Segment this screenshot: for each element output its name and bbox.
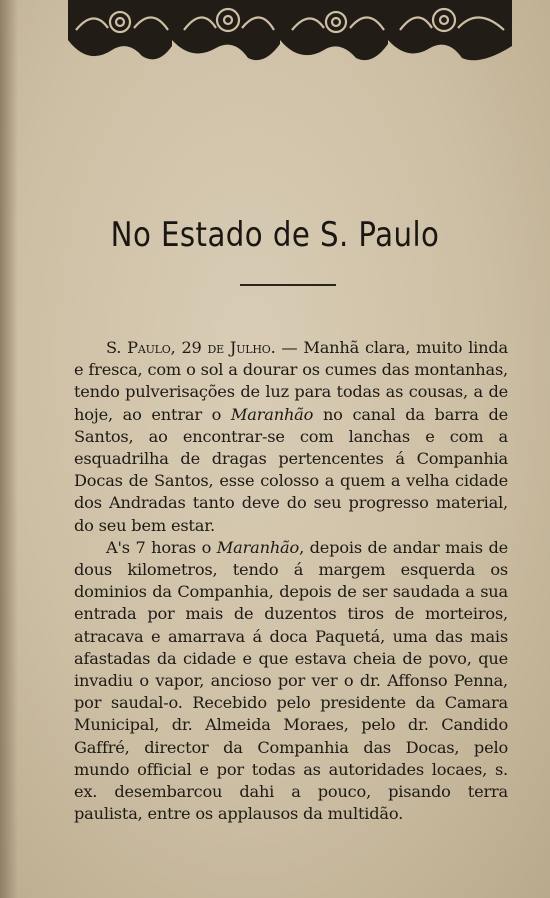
paragraph-2 <box>74 537 508 826</box>
ship-name: Maranhão <box>230 404 314 424</box>
paragraph-2-text-a: A's 7 horas o <box>106 537 217 557</box>
dateline-city: S. Paulo <box>106 338 171 357</box>
paragraph-1-text-a: Manhã clara, muito linda e fresca, com o sol a dourar os cumes das montanhas, tendo pulverisações de luz para todas as cousas, a de hoje, ao entrar o <box>74 338 508 424</box>
ship-name: Maranhão <box>216 537 300 557</box>
paragraph-1 <box>74 337 508 537</box>
article-body <box>74 337 508 825</box>
page-edge-shadow <box>0 0 18 898</box>
paragraph-1-text-b: no canal da barra de Santos, ao encontrar-se com lanchas e com a esquadrilha de dragas pertencentes á Companhia Docas de Santos, esse colosso a quem a velha cidade dos Andradas tanto deve do seu progresso material, do seu bem estar. <box>74 404 508 535</box>
article-title: No Estado de S. Paulo <box>110 214 440 255</box>
title-divider <box>240 284 336 286</box>
dateline-day: , 29 <box>170 338 208 357</box>
paragraph-2-text-b: , depois de andar mais de dous kilometros, tendo á margem esquerda os dominios da Companhia, depois de ser saudada a sua entrada por mais de duzentos tiros de morteiros, atracava e amarrava á doca Paquetá, uma das mais afastadas da cidade e que estava cheia de povo, que invadiu o vapor, ancioso por ver o dr. Affonso Penna, por saudal-o. Recebido pelo presidente da Camara Municipal, dr. Almeida Moraes, pelo dr. Candido Gaffré, director da Companhia das Docas, pelo mundo official e por todas as autoridades locaes, s. ex. desembarcou dahi a pouco, pisando terra paulista, entre os applausos da multidão. <box>74 537 508 824</box>
dateline-month: Julho. — <box>224 338 304 357</box>
decorative-header-ornament <box>68 0 512 66</box>
dateline-de: de <box>207 338 224 357</box>
